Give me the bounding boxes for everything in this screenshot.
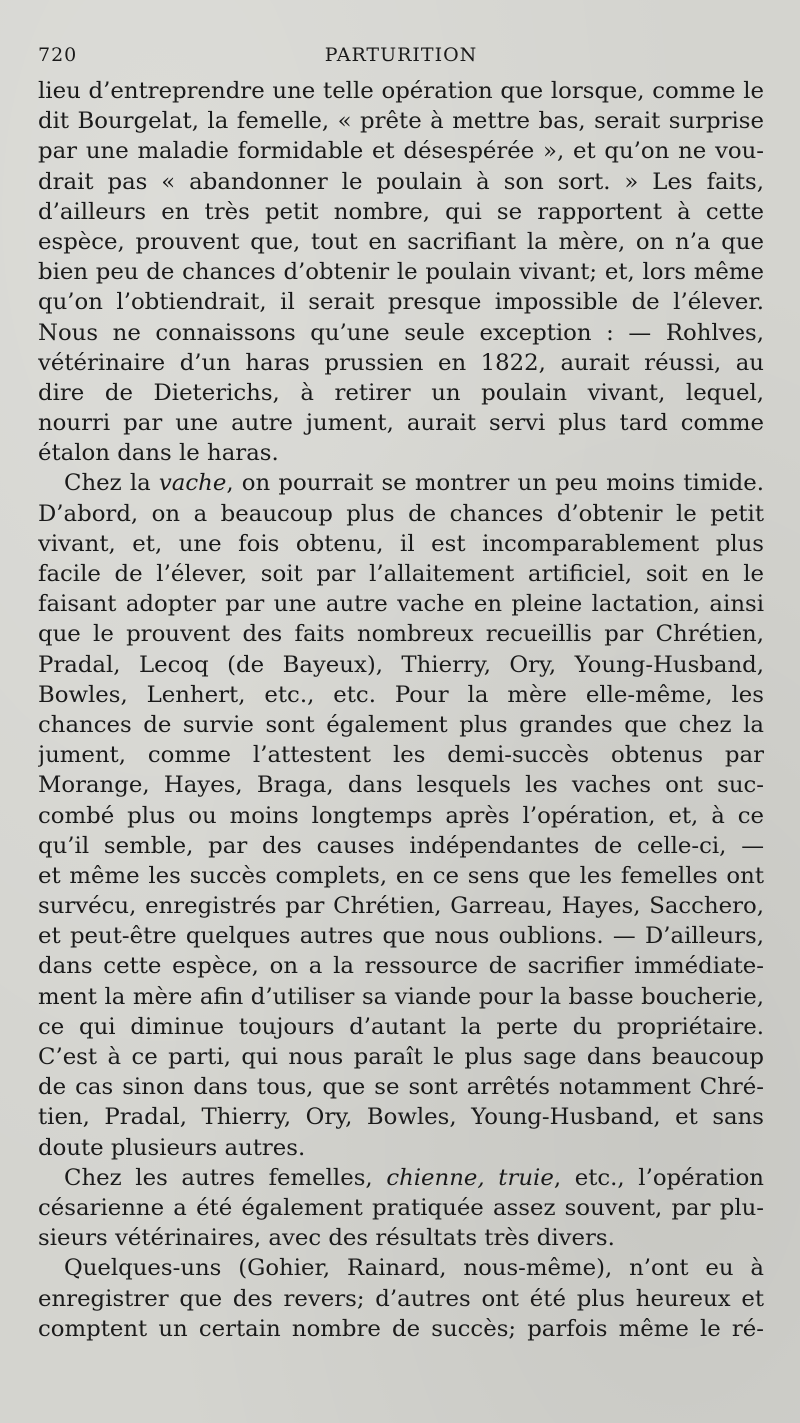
text-line: combé plus ou moins longtemps après l’opération, et, à ce <box>38 802 764 829</box>
text-line: ce qui diminue toujours d’autant la perte du propriétaire. <box>38 1013 764 1040</box>
text-line: doute plusieurs autres. <box>38 1134 306 1161</box>
text-line: D’abord, on a beaucoup plus de chances d’obtenir le petit <box>38 500 764 527</box>
text-line: facile de l’élever, soit par l’allaitement artificiel, soit en le <box>38 561 764 587</box>
text-line: comptent un certain nombre de succès; parfois même le ré- <box>38 1315 764 1342</box>
paragraph-2 <box>38 468 764 1162</box>
text-line: dire de Dieterichs, à retirer un poulain vivant, lequel, <box>38 379 764 406</box>
text-line: enregistrer que des revers; d’autres ont été plus heureux et <box>38 1285 764 1312</box>
running-title: PARTURITION <box>324 44 478 66</box>
text-run: Chez les autres femelles, <box>64 1164 387 1191</box>
text-line: bien peu de chances d’obtenir le poulain vivant; et, lors même <box>38 259 764 286</box>
text-line: et peut-être quelques autres que nous oublions. — D’ailleurs, <box>38 923 764 950</box>
text-line: d’ailleurs en très petit nombre, qui se rapportent à cette <box>38 198 764 225</box>
body-text <box>38 76 764 1344</box>
text-line: de cas sinon dans tous, que se sont arrêtés notamment Chré- <box>38 1074 764 1101</box>
text-line: Bowles, Lenhert, etc., etc. Pour la mère elle-même, les <box>38 681 764 708</box>
text-line: dit Bourgelat, la femelle, « prête à mettre bas, serait surprise <box>38 108 764 135</box>
text-line: drait pas « abandonner le poulain à son sort. » Les faits, <box>38 168 764 195</box>
text-line: nourri par une autre jument, aurait servi plus tard comme <box>38 410 764 437</box>
text-line: Morange, Hayes, Braga, dans lesquels les vaches ont suc- <box>38 772 764 799</box>
text-line: et même les succès complets, en ce sens que les femelles ont <box>38 862 764 889</box>
running-head <box>38 44 764 76</box>
text-line: survécu, enregistrés par Chrétien, Garreau, Hayes, Sacchero, <box>38 893 764 920</box>
text-line: faisant adopter par une autre vache en pleine lactation, ainsi <box>38 591 764 618</box>
text-line: jument, comme l’attestent les demi-succès obtenus par <box>38 742 764 769</box>
italic-term: chienne, truie <box>386 1164 554 1191</box>
text-line: sieurs vétérinaires, avec des résultats très divers. <box>38 1225 615 1252</box>
text-line: qu’il semble, par des causes indépendantes de celle-ci, — <box>38 832 764 859</box>
text-line: vétérinaire d’un haras prussien en 1822, aurait réussi, au <box>38 349 764 376</box>
italic-term: vache <box>158 470 227 497</box>
text-line: étalon dans le haras. <box>38 440 279 467</box>
text-line <box>38 1163 764 1193</box>
text-line: espèce, prouvent que, tout en sacrifiant la mère, on n’a que <box>38 228 764 255</box>
text-line: C’est à ce parti, qui nous paraît le plus sage dans beaucoup <box>38 1044 764 1070</box>
page-number: 720 <box>38 44 78 66</box>
paragraph-1 <box>38 76 764 468</box>
text-line: ment la mère afin d’utiliser sa viande pour la basse boucherie, <box>38 983 764 1010</box>
text-run: , etc., l’opération <box>553 1164 764 1191</box>
text-line: lieu d’entreprendre une telle opération que lorsque, comme le <box>38 78 764 104</box>
paragraph-3 <box>38 1163 764 1254</box>
text-line: dans cette espèce, on a la ressource de sacrifier immédiate- <box>38 953 764 980</box>
text-line: tien, Pradal, Thierry, Ory, Bowles, Young-Husband, et sans <box>38 1104 764 1131</box>
text-line: chances de survie sont également plus grandes que chez la <box>38 711 764 738</box>
text-run: , on pourrait se montrer un peu moins timide. <box>226 470 764 497</box>
text-line: par une maladie formidable et désespérée », et qu’on ne vou- <box>38 138 764 165</box>
text-line: Quelques-uns (Gohier, Rainard, nous-même), n’ont eu à <box>64 1255 764 1282</box>
text-line: Pradal, Lecoq (de Bayeux), Thierry, Ory, Young-Husband, <box>38 651 764 678</box>
paragraph-4 <box>38 1253 764 1344</box>
text-run: Chez la <box>64 470 159 497</box>
text-line <box>38 468 764 498</box>
text-line: que le prouvent des faits nombreux recueillis par Chrétien, <box>38 621 764 648</box>
text-line: vivant, et, une fois obtenu, il est incomparablement plus <box>38 530 764 557</box>
text-line: césarienne a été également pratiquée assez souvent, par plu- <box>38 1194 764 1221</box>
text-line: Nous ne connaissons qu’une seule exception : — Rohlves, <box>38 319 764 346</box>
text-line: qu’on l’obtiendrait, il serait presque impossible de l’élever. <box>38 289 764 316</box>
